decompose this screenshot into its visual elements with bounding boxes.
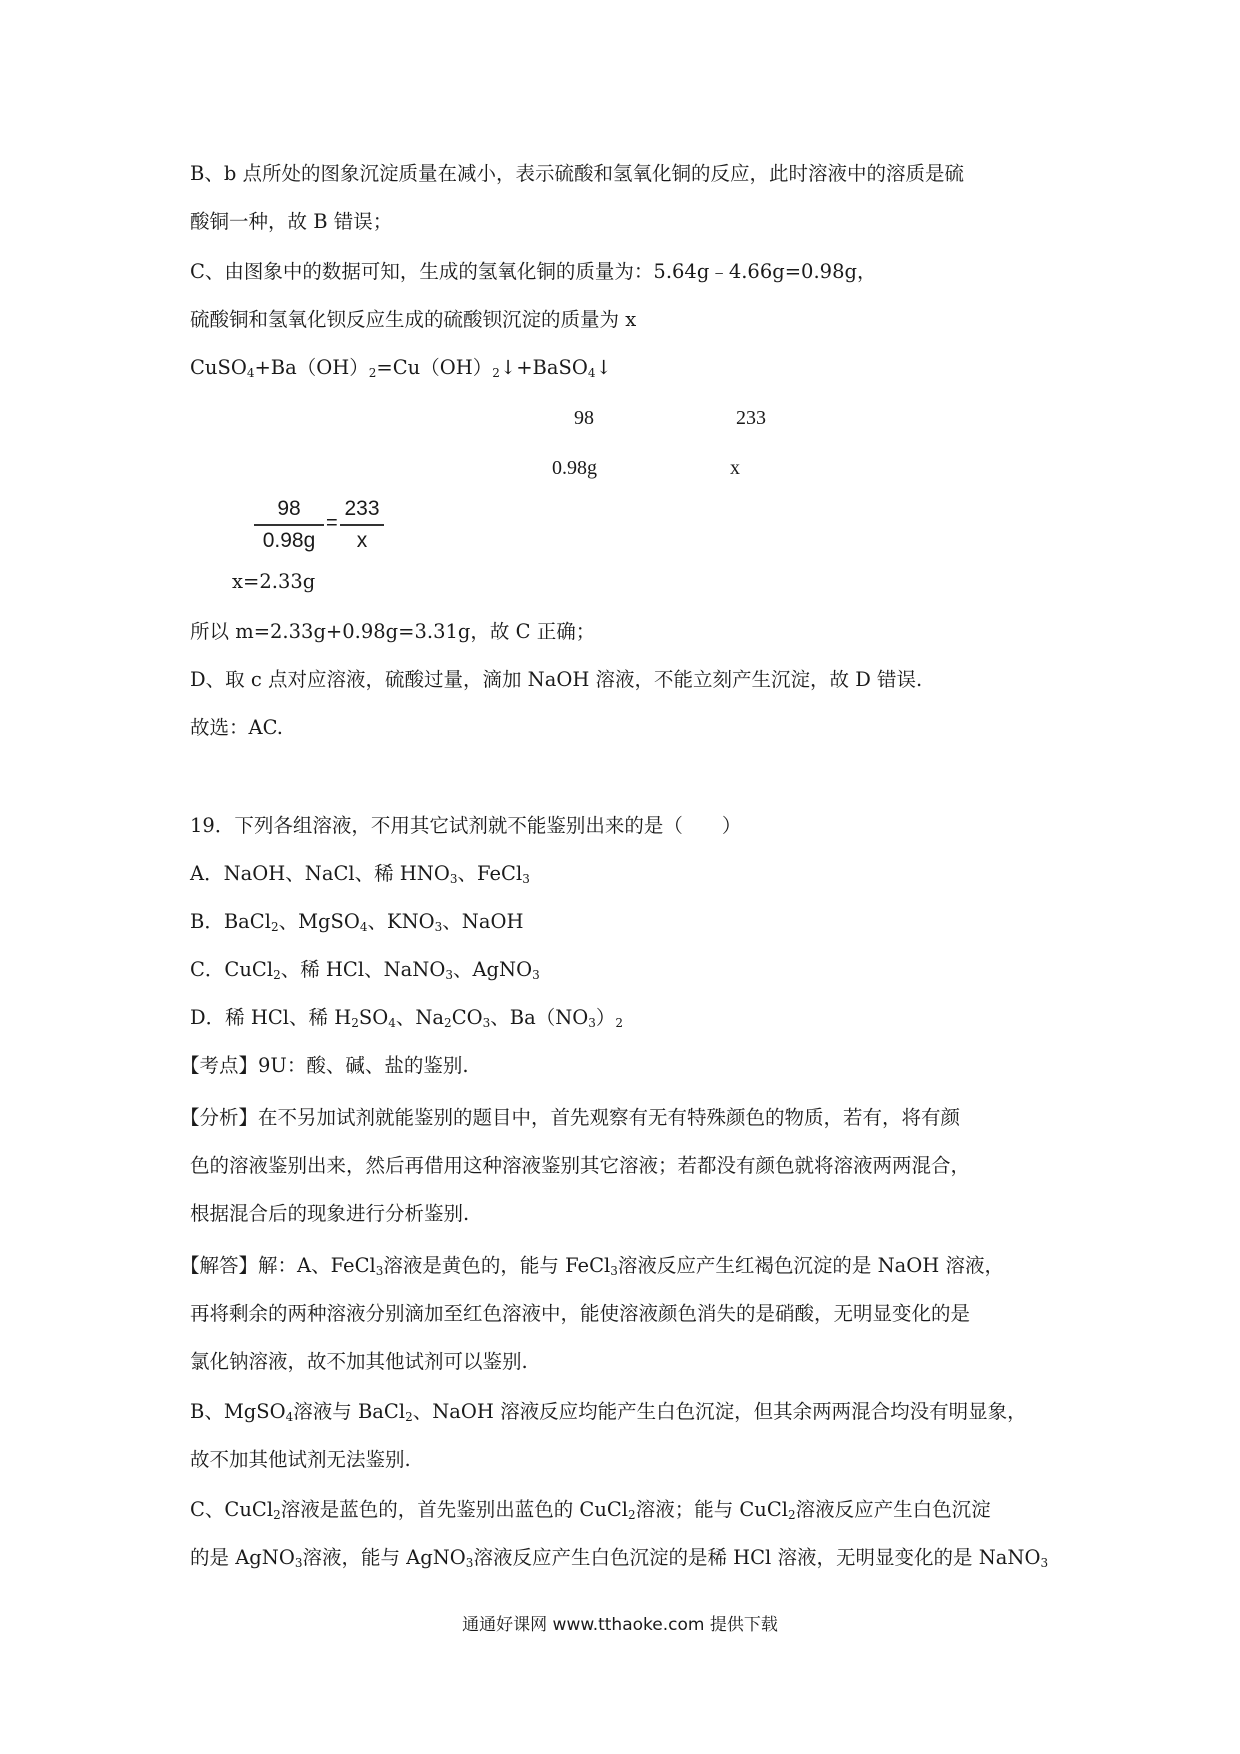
analysis-line: 色的溶液鉴别出来，然后再借用这种溶液鉴别其它溶液；若都没有颜色就将溶液两两混合，	[190, 1154, 971, 1177]
option-b: B．BaCl$_2$、MgSO$_4$、$KNO_3$、NaOH	[190, 910, 524, 934]
page-footer: 通通好课网 www.tthaoke.com 提供下载	[462, 1615, 778, 1635]
mass-label: 0.98g	[552, 457, 597, 479]
unknown-label: x	[730, 457, 740, 479]
answer-line: 故不加其他试剂无法鉴别.	[190, 1448, 411, 1471]
chemical-equation: $CuSO_4+Ba(OH)_2=Cu(OH)_2↓+BaSO_4↓$	[190, 356, 612, 380]
proportion-equation	[254, 496, 384, 556]
text-line: D、取 c 点对应溶液，硫酸过量，滴加 NaOH 溶液，不能立刻产生沉淀，故 D 错误.	[190, 668, 923, 691]
equals-sign: =	[326, 512, 338, 534]
text-line: 硫酸铜和氢氧化钡反应生成的硫酸钡沉淀的质量为 x	[190, 308, 637, 331]
analysis-line: 【分析】在不另加试剂就能鉴别的题目中，首先观察有无有特殊颜色的物质，若有，将有颜	[180, 1106, 961, 1129]
answer-line: 【解答】解：A、FeCl$_3$溶液是黄色的，能与 FeCl$_3$溶液反应产生红褐色沉淀的是 NaOH 溶液，	[180, 1254, 1004, 1278]
answer-line: 的是 AgNO$_3$溶液，能与 AgNO$_3$溶液反应产生白色沉淀的是稀 HCl 溶液，无明显变化的是 NaNO$_3$	[190, 1546, 1049, 1570]
answer-line: C、CuCl$_2$溶液是蓝色的，首先鉴别出蓝色的 CuCl$_2$溶液；能与 CuCl$_2$溶液反应产生白色沉淀	[190, 1498, 991, 1522]
text-line: B、b 点所处的图象沉淀质量在减小，表示硫酸和氢氧化铜的反应，此时溶液中的溶质是硫	[190, 162, 965, 185]
answer-line: 再将剩余的两种溶液分别滴加至红色溶液中，能使溶液颜色消失的是硝酸，无明显变化的是	[190, 1302, 971, 1325]
text-line: 所以 m=2.33g+0.98g=3.31g，故 C 正确；	[190, 620, 596, 643]
coefficient-233: 233	[736, 407, 766, 429]
text-line: C、由图象中的数据可知，生成的氢氧化铜的质量为：5.64g﹣4.66g=0.98g，	[190, 260, 877, 283]
option-d: D．稀 HCl、稀 $H_2SO_4$、$Na_2CO_3$、$Ba(NO_3)_2$	[190, 1006, 624, 1030]
analysis-line: 根据混合后的现象进行分析鉴别.	[190, 1202, 470, 1225]
text-line: 故选：AC.	[190, 716, 284, 739]
fraction-right: 233 x	[340, 496, 384, 554]
fraction-left: 98 0.98g	[254, 496, 324, 554]
topic-line: 【考点】9U：酸、碱、盐的鉴别.	[180, 1054, 469, 1077]
answer-line: 氯化钠溶液，故不加其他试剂可以鉴别.	[190, 1350, 528, 1373]
answer-line: B、MgSO$_4$溶液与 BaCl$_2$、NaOH 溶液反应均能产生白色沉淀，但其余两两混合均没有明显象，	[190, 1400, 1027, 1424]
option-a: A．NaOH、NaCl、稀 $HNO_3$、FeCl$_3$	[190, 862, 530, 886]
option-c: C．CuCl$_2$、稀 HCl、NaNO$_3$、AgNO$_3$	[190, 958, 540, 982]
text-line: x=2.33g	[232, 570, 316, 593]
text-line: 酸铜一种，故 B 错误；	[190, 210, 393, 233]
question-title: 19．下列各组溶液，不用其它试剂就不能鉴别出来的是（ ）	[190, 814, 742, 837]
coefficient-98: 98	[574, 407, 594, 429]
